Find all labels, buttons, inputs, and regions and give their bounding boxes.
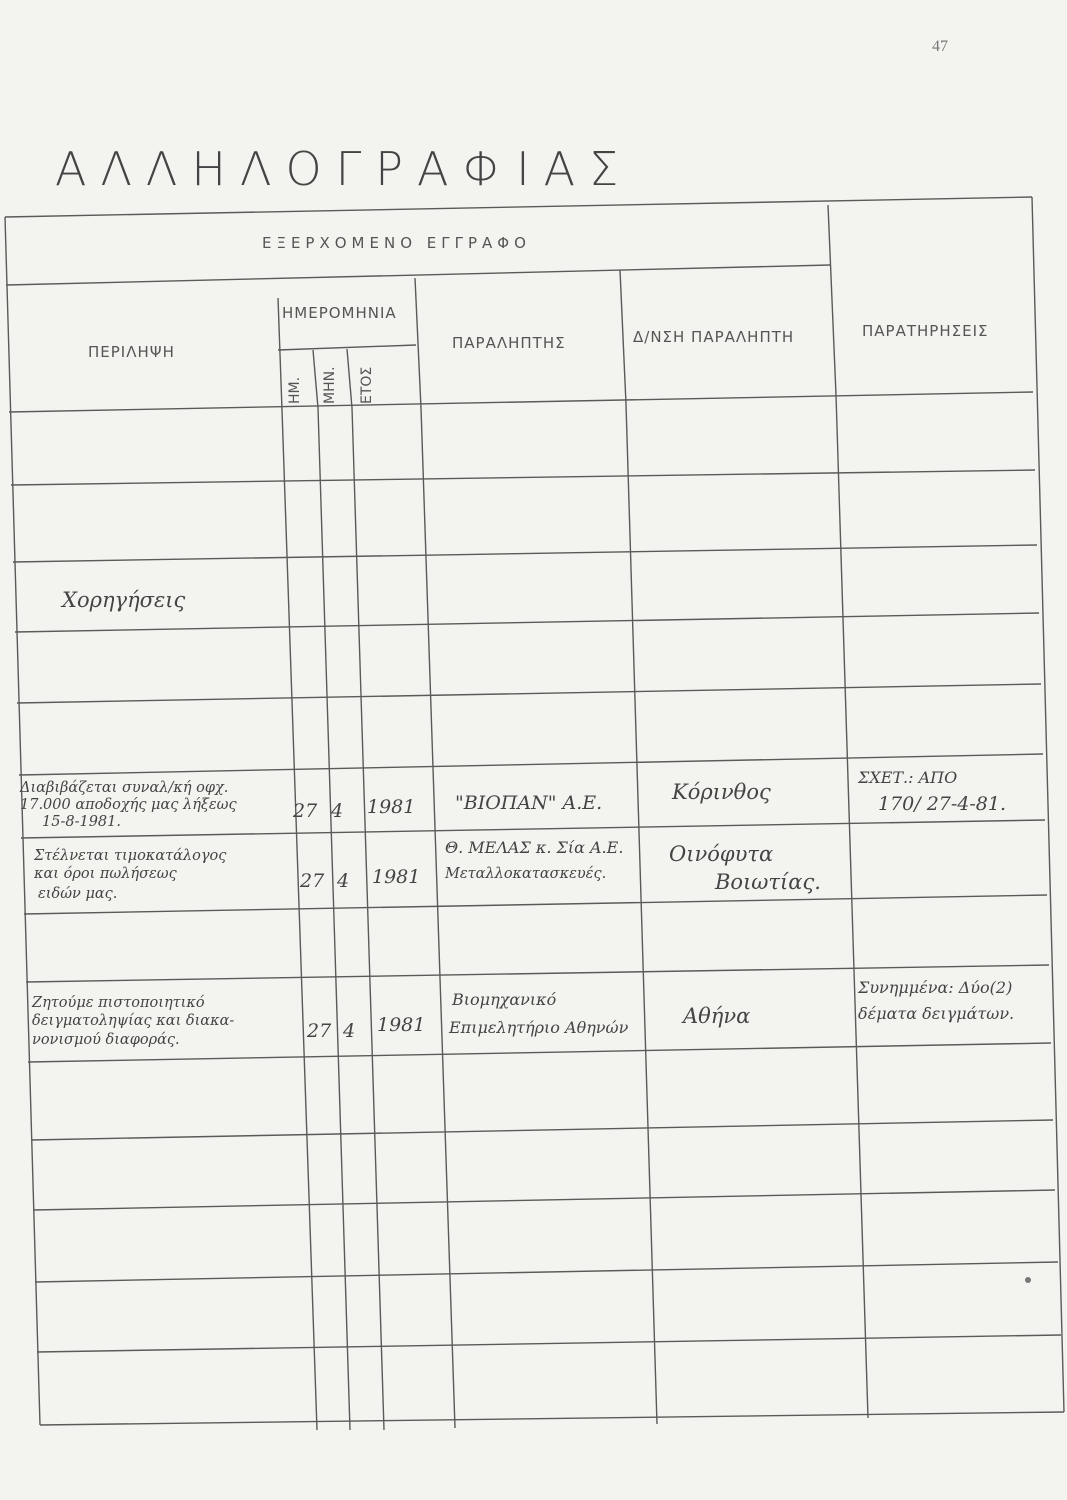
column-header-year: ΕΤΟΣ xyxy=(359,366,375,404)
entry-2-summary-line-1: Στέλνεται τιμοκατάλογος xyxy=(34,848,227,864)
entry-1-address: Κόρινθος xyxy=(672,780,771,804)
entry-3-remarks-line-1: Συνημμένα: Δύο(2) xyxy=(858,978,1013,997)
column-header-month: ΜΗΝ. xyxy=(322,366,338,404)
entry-2-day: 27 xyxy=(300,870,325,892)
entry-3-summary-line-3: νονισμού διαφοράς. xyxy=(32,1032,180,1048)
entry-2-year: 1981 xyxy=(372,866,421,888)
entry-3-year: 1981 xyxy=(377,1014,426,1036)
entry-2-summary-line-3: ειδών μας. xyxy=(38,886,118,902)
entry-2-month: 4 xyxy=(337,870,350,892)
entry-3-address: Αθήνα xyxy=(683,1004,751,1028)
entry-1-month: 4 xyxy=(331,800,344,822)
section-note: Χορηγήσεις xyxy=(62,588,186,612)
entry-1-year: 1981 xyxy=(367,796,416,818)
entry-3-remarks-line-2: δέματα δειγμάτων. xyxy=(858,1004,1015,1023)
column-header-summary: ΠΕΡΙΛΗΨΗ xyxy=(88,343,175,361)
entry-2-address-line-1: Οινόφυτα xyxy=(669,842,774,866)
ink-speck xyxy=(1025,1277,1031,1283)
entry-1-summary-line-2: 17.000 αποδοχής μας λήξεως xyxy=(20,797,237,813)
entry-3-recipient-line-2: Επιμελητήριο Αθηνών xyxy=(449,1018,629,1037)
column-header-recipient-address: Δ/ΝΣΗ ΠΑΡΑΛΗΠΤΗ xyxy=(633,328,795,346)
entry-1-summary-line-1: Διαβιβάζεται συναλ/κή οφχ. xyxy=(20,780,229,796)
entry-2-recipient-line-2: Μεταλλοκατασκευές. xyxy=(445,866,607,882)
entry-3-summary-line-1: Ζητούμε πιστοποιητικό xyxy=(32,995,205,1011)
entry-2-recipient-line-1: Θ. ΜΕΛΑΣ κ. Σία Α.Ε. xyxy=(445,838,624,857)
page-heading: ΑΛΛΗΛΟΓΡΑΦΙΑΣ xyxy=(55,142,633,196)
entry-1-summary-line-3: 15-8-1981. xyxy=(42,814,121,830)
column-header-recipient: ΠΑΡΑΛΗΠΤΗΣ xyxy=(452,334,566,352)
entry-3-day: 27 xyxy=(307,1020,332,1042)
section-title: ΕΞΕΡΧΟΜΕΝΟ ΕΓΓΡΑΦΟ xyxy=(262,234,531,252)
column-header-day: ΗΜ. xyxy=(287,376,303,404)
entry-1-remarks-line-1: ΣΧΕΤ.: ΑΠΟ xyxy=(858,768,958,787)
entry-3-recipient-line-1: Βιομηχανικό xyxy=(452,990,557,1009)
page-number: 47 xyxy=(932,38,948,55)
entry-3-summary-line-2: δειγματοληψίας και διακα- xyxy=(32,1013,235,1029)
entry-1-day: 27 xyxy=(293,800,318,822)
entry-3-month: 4 xyxy=(343,1020,356,1042)
column-header-remarks: ΠΑΡΑΤΗΡΗΣΕΙΣ xyxy=(862,322,989,340)
column-header-date: ΗΜΕΡΟΜΗΝΙΑ xyxy=(282,304,397,322)
entry-1-recipient: "ΒΙΟΠΑΝ" Α.Ε. xyxy=(455,792,603,814)
entry-2-summary-line-2: και όροι πωλήσεως xyxy=(34,866,177,882)
entry-1-remarks-line-2: 170/ 27-4-81. xyxy=(878,793,1007,815)
entry-2-address-line-2: Βοιωτίας. xyxy=(715,870,821,894)
